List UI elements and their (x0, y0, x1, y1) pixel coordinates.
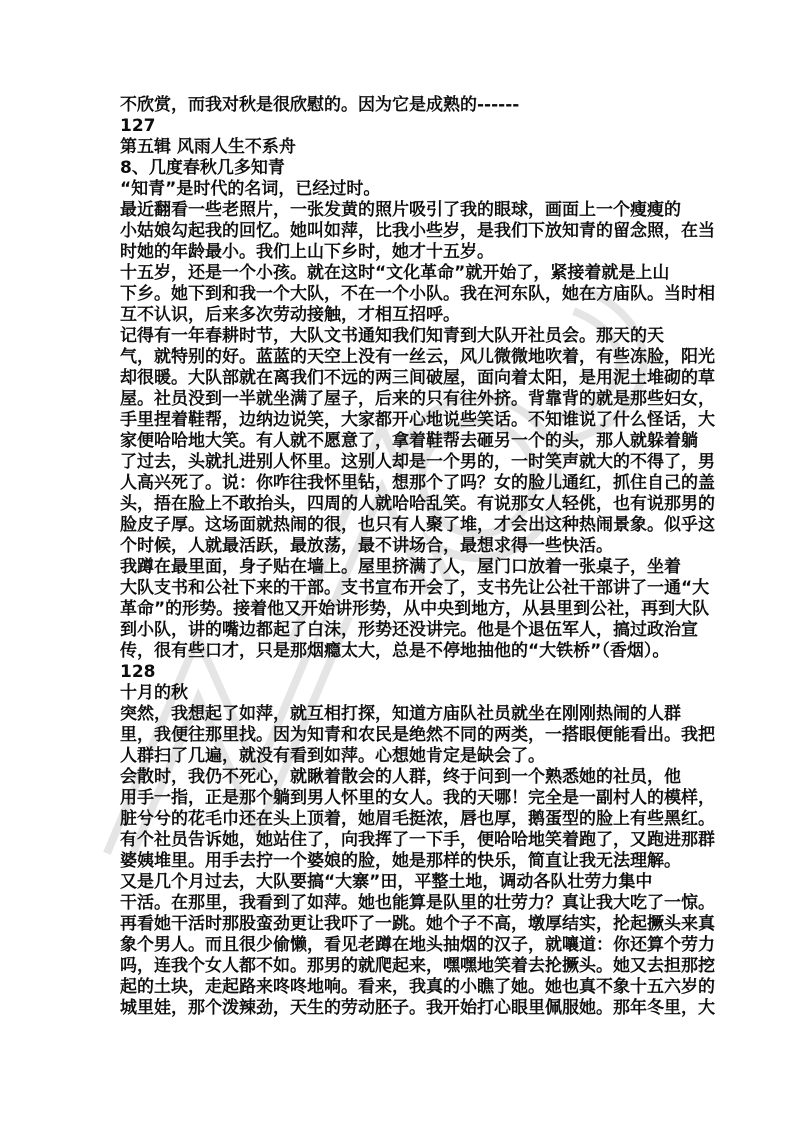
text-line: 却很暖。大队部就在离我们不远的两三间破屋，面向着太阳，是用泥土堆砌的草 (120, 368, 715, 388)
text-line: 小姑娘勾起我的回忆。她叫如萍，比我小些岁，是我们下放知青的留念照，在当 (120, 221, 715, 241)
text-line: 手里捏着鞋帮，边纳边说笑，大家都开心地说些笑话。不知谁说了什么怪话，大 (120, 410, 715, 430)
text-line: 了过去，头就扎进别人怀里。这别人却是一个男的，一时笑声就大的不得了，男 (120, 452, 715, 472)
text-line: 屋。社员没到一半就坐满了屋子，后来的只有往外挤。背靠背的就是那些妇女， (120, 389, 715, 409)
text-line: “知青”是时代的名词，已经过时。 (120, 179, 381, 199)
text-line: 又是几个月过去，大队要搞“大寨”田，平整土地，调动各队壮劳力集中 (120, 872, 653, 892)
text-line: 脸皮子厚。这场面就热闹的很，也只有人聚了堆，才会出这种热闹景象。似乎这 (120, 515, 715, 535)
text-line: 个时候，人就最活跃，最放荡，最不讲场合，最想求得一些快活。 (120, 536, 613, 556)
text-line: 第五辑 风雨人生不系舟 (120, 137, 296, 157)
text-line: 传，很有些口才，只是那烟瘾太大，总是不停地抽他的“大铁桥”（香烟）。 (120, 641, 670, 661)
text-line: 起的土块，走起路来咚咚地响。看来，我真的小瞧了她。她也真不象十五六岁的 (120, 977, 715, 997)
text-line: 十月的秋 (120, 683, 188, 703)
text-line: 不欣赏，而我对秋是很欣慰的。因为它是成熟的------ (120, 95, 520, 115)
text-line: 婆姨堆里。用手去拧一个婆娘的脸，她是那样的快乐，简直让我无法理解。 (120, 851, 681, 871)
text-line: 突然，我想起了如萍，就互相打探，知道方庙队社员就坐在刚刚热闹的人群 (120, 704, 681, 724)
text-line: 家便哈哈地大笑。有人就不愿意了，拿着鞋帮去砸另一个的头，那人就躲着躺 (120, 431, 698, 451)
text-line: 革命”的形势。接着他又开始讲形势，从中央到地方，从县里到公社，再到大队 (120, 599, 710, 619)
text-line: 到小队，讲的嘴边都起了白沫，形势还没讲完。他是个退伍军人，搞过政治宣 (120, 620, 698, 640)
text-line: 有个社员告诉她，她站住了，向我挥了一下手，便哈哈地笑着跑了，又跑进那群 (120, 830, 715, 850)
text-line: 记得有一年春耕时节，大队文书通知我们知青到大队开社员会。那天的天 (120, 326, 664, 346)
text-line: 大队支书和公社下来的干部。支书宣布开会了，支书先让公社干部讲了一通“大 (120, 578, 710, 598)
text-line: 吗，连我个女人都不如。那男的就爬起来，嘿嘿地笑着去抡撅头。她又去担那挖 (120, 956, 715, 976)
text-line: 象个男人。而且很少偷懒，看见老蹲在地头抽烟的汉子，就嚷道：你还算个劳力 (120, 935, 715, 955)
page-text (120, 95, 715, 1019)
text-line: 128 (120, 662, 156, 682)
text-line: 脏兮兮的花毛巾还在头上顶着，她眉毛挺浓，唇也厚，鹅蛋型的脸上有些黑红。 (120, 809, 715, 829)
text-line: 用手一指，正是那个躺到男人怀里的女人。我的天哪！完全是一副村人的模样， (120, 788, 715, 808)
text-line: 最近翻看一些老照片，一张发黄的照片吸引了我的眼球，画面上一个瘦瘦的 (120, 200, 681, 220)
text-line: 会散时，我仍不死心，就瞅着散会的人群，终于问到一个熟悉她的社员，他 (120, 767, 681, 787)
text-line: 再看她干活时那股蛮劲更让我吓了一跳。她个子不高，墩厚结实，抡起撅头来真 (120, 914, 715, 934)
text-line: 城里娃，那个泼辣劲，天生的劳动胚子。我开始打心眼里佩服她。那年冬里，大 (120, 998, 715, 1018)
text-line: 下乡。她下到和我一个大队，不在一个小队。我在河东队，她在方庙队。当时相 (120, 284, 715, 304)
text-line: 十五岁，还是一个小孩。就在这时“文化革命”就开始了，紧接着就是上山 (120, 263, 670, 283)
text-line: 气，就特别的好。蓝蓝的天空上没有一丝云，风儿微微地吹着，有些冻脸，阳光 (120, 347, 715, 367)
text-line: 127 (120, 116, 156, 136)
text-line: 里，我便往那里找。因为知青和农民是绝然不同的两类，一搭眼便能看出。我把 (120, 725, 715, 745)
text-line: 互不认识，后来多次劳动接触，才相互招呼。 (120, 305, 460, 325)
text-line: 时她的年龄最小。我们上山下乡时，她才十五岁。 (120, 242, 494, 262)
text-line: 干活。在那里，我看到了如萍。她也能算是队里的壮劳力？真让我大吃了一惊。 (120, 893, 715, 913)
text-line: 我蹲在最里面，身子贴在墙上。屋里挤满了人，屋门口放着一张桌子，坐着 (120, 557, 681, 577)
text-line: 人群扫了几遍，就没有看到如萍。心想她肯定是缺会了。 (120, 746, 545, 766)
text-line: 8、几度春秋几多知青 (120, 158, 285, 178)
text-line: 头，捂在脸上不敢抬头，四周的人就哈哈乱笑。有说那女人轻佻，也有说那男的 (120, 494, 715, 514)
text-line: 人高兴死了。说：你咋往我怀里钻，想那个了吗？女的脸儿通红，抓住自己的盖 (120, 473, 715, 493)
